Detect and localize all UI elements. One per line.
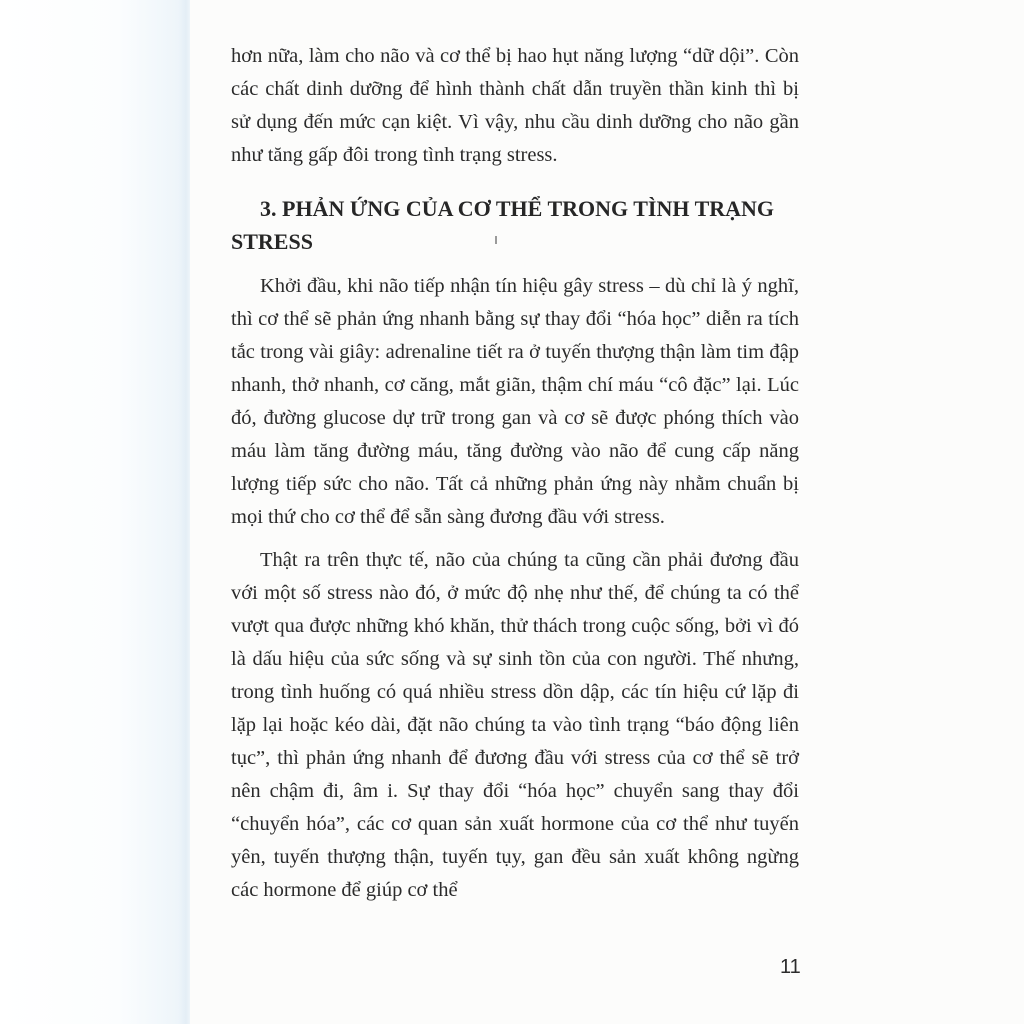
section-heading — [231, 192, 799, 258]
paragraph-chronic-stress: Thật ra trên thực tế, não của chúng ta cũng cần phải đương đầu với một số stress nào đó, ở mức độ nhẹ như thế, để chúng ta có thể vượt qua được những khó khăn, thử thách trong cuộc sống, bởi vì đó là dấu hiệu của sức sống và sự sinh tồn của con người. Thế nhưng, trong tình huống có quá nhiều stress dồn dập, các tín hiệu cứ lặp đi lặp lại hoặc kéo dài, đặt não chúng ta vào tình trạng “báo động liên tục”, thì phản ứng nhanh để đương đầu với stress của cơ thể sẽ trở nên chậm đi, âm i. Sự thay đổi “hóa học” chuyển sang thay đổi “chuyển hóa”, các cơ quan sản xuất hormone của cơ thể như tuyến yên, tuyến thượng thận, tuyến tụy, gan đều sản xuất không ngừng các hormone để giúp cơ thể — [231, 549, 799, 901]
paragraph-stress-response: Khởi đầu, khi não tiếp nhận tín hiệu gây stress – dù chỉ là ý nghĩ, thì cơ thể sẽ phản ứng nhanh bằng sự thay đổi “hóa học” diễn ra tích tắc trong vài giây: adrenaline tiết ra ở tuyến thượng thận làm tim đập nhanh, thở nhanh, cơ căng, mắt giãn, thậm chí máu “cô đặc” lại. Lúc đó, đường glucose dự trữ trong gan và cơ sẽ được phóng thích vào máu làm tăng đường máu, tăng đường vào não để cung cấp năng lượng tiếp sức cho não. Tất cả những phản ứng này nhằm chuẩn bị mọi thứ cho cơ thể để sẵn sàng đương đầu với stress. — [231, 275, 799, 528]
paragraph-continued: hơn nữa, làm cho não và cơ thể bị hao hụt năng lượng “dữ dội”. Còn các chất dinh dưỡng để hình thành chất dẫn truyền thần kinh thì bị sử dụng đến mức cạn kiệt. Vì vậy, nhu cầu dinh dưỡng cho não gần như tăng gấp đôi trong tình trạng stress. — [231, 45, 799, 166]
page-number: 11 — [780, 956, 801, 978]
spine-shadow — [0, 0, 190, 1024]
paragraph-gap — [231, 534, 799, 544]
section-heading-line2: STRESS — [231, 229, 313, 254]
page-body — [231, 40, 799, 907]
section-heading-line1: 3. PHẢN ỨNG CỦA CƠ THỂ TRONG TÌNH TRẠNG — [260, 196, 775, 221]
